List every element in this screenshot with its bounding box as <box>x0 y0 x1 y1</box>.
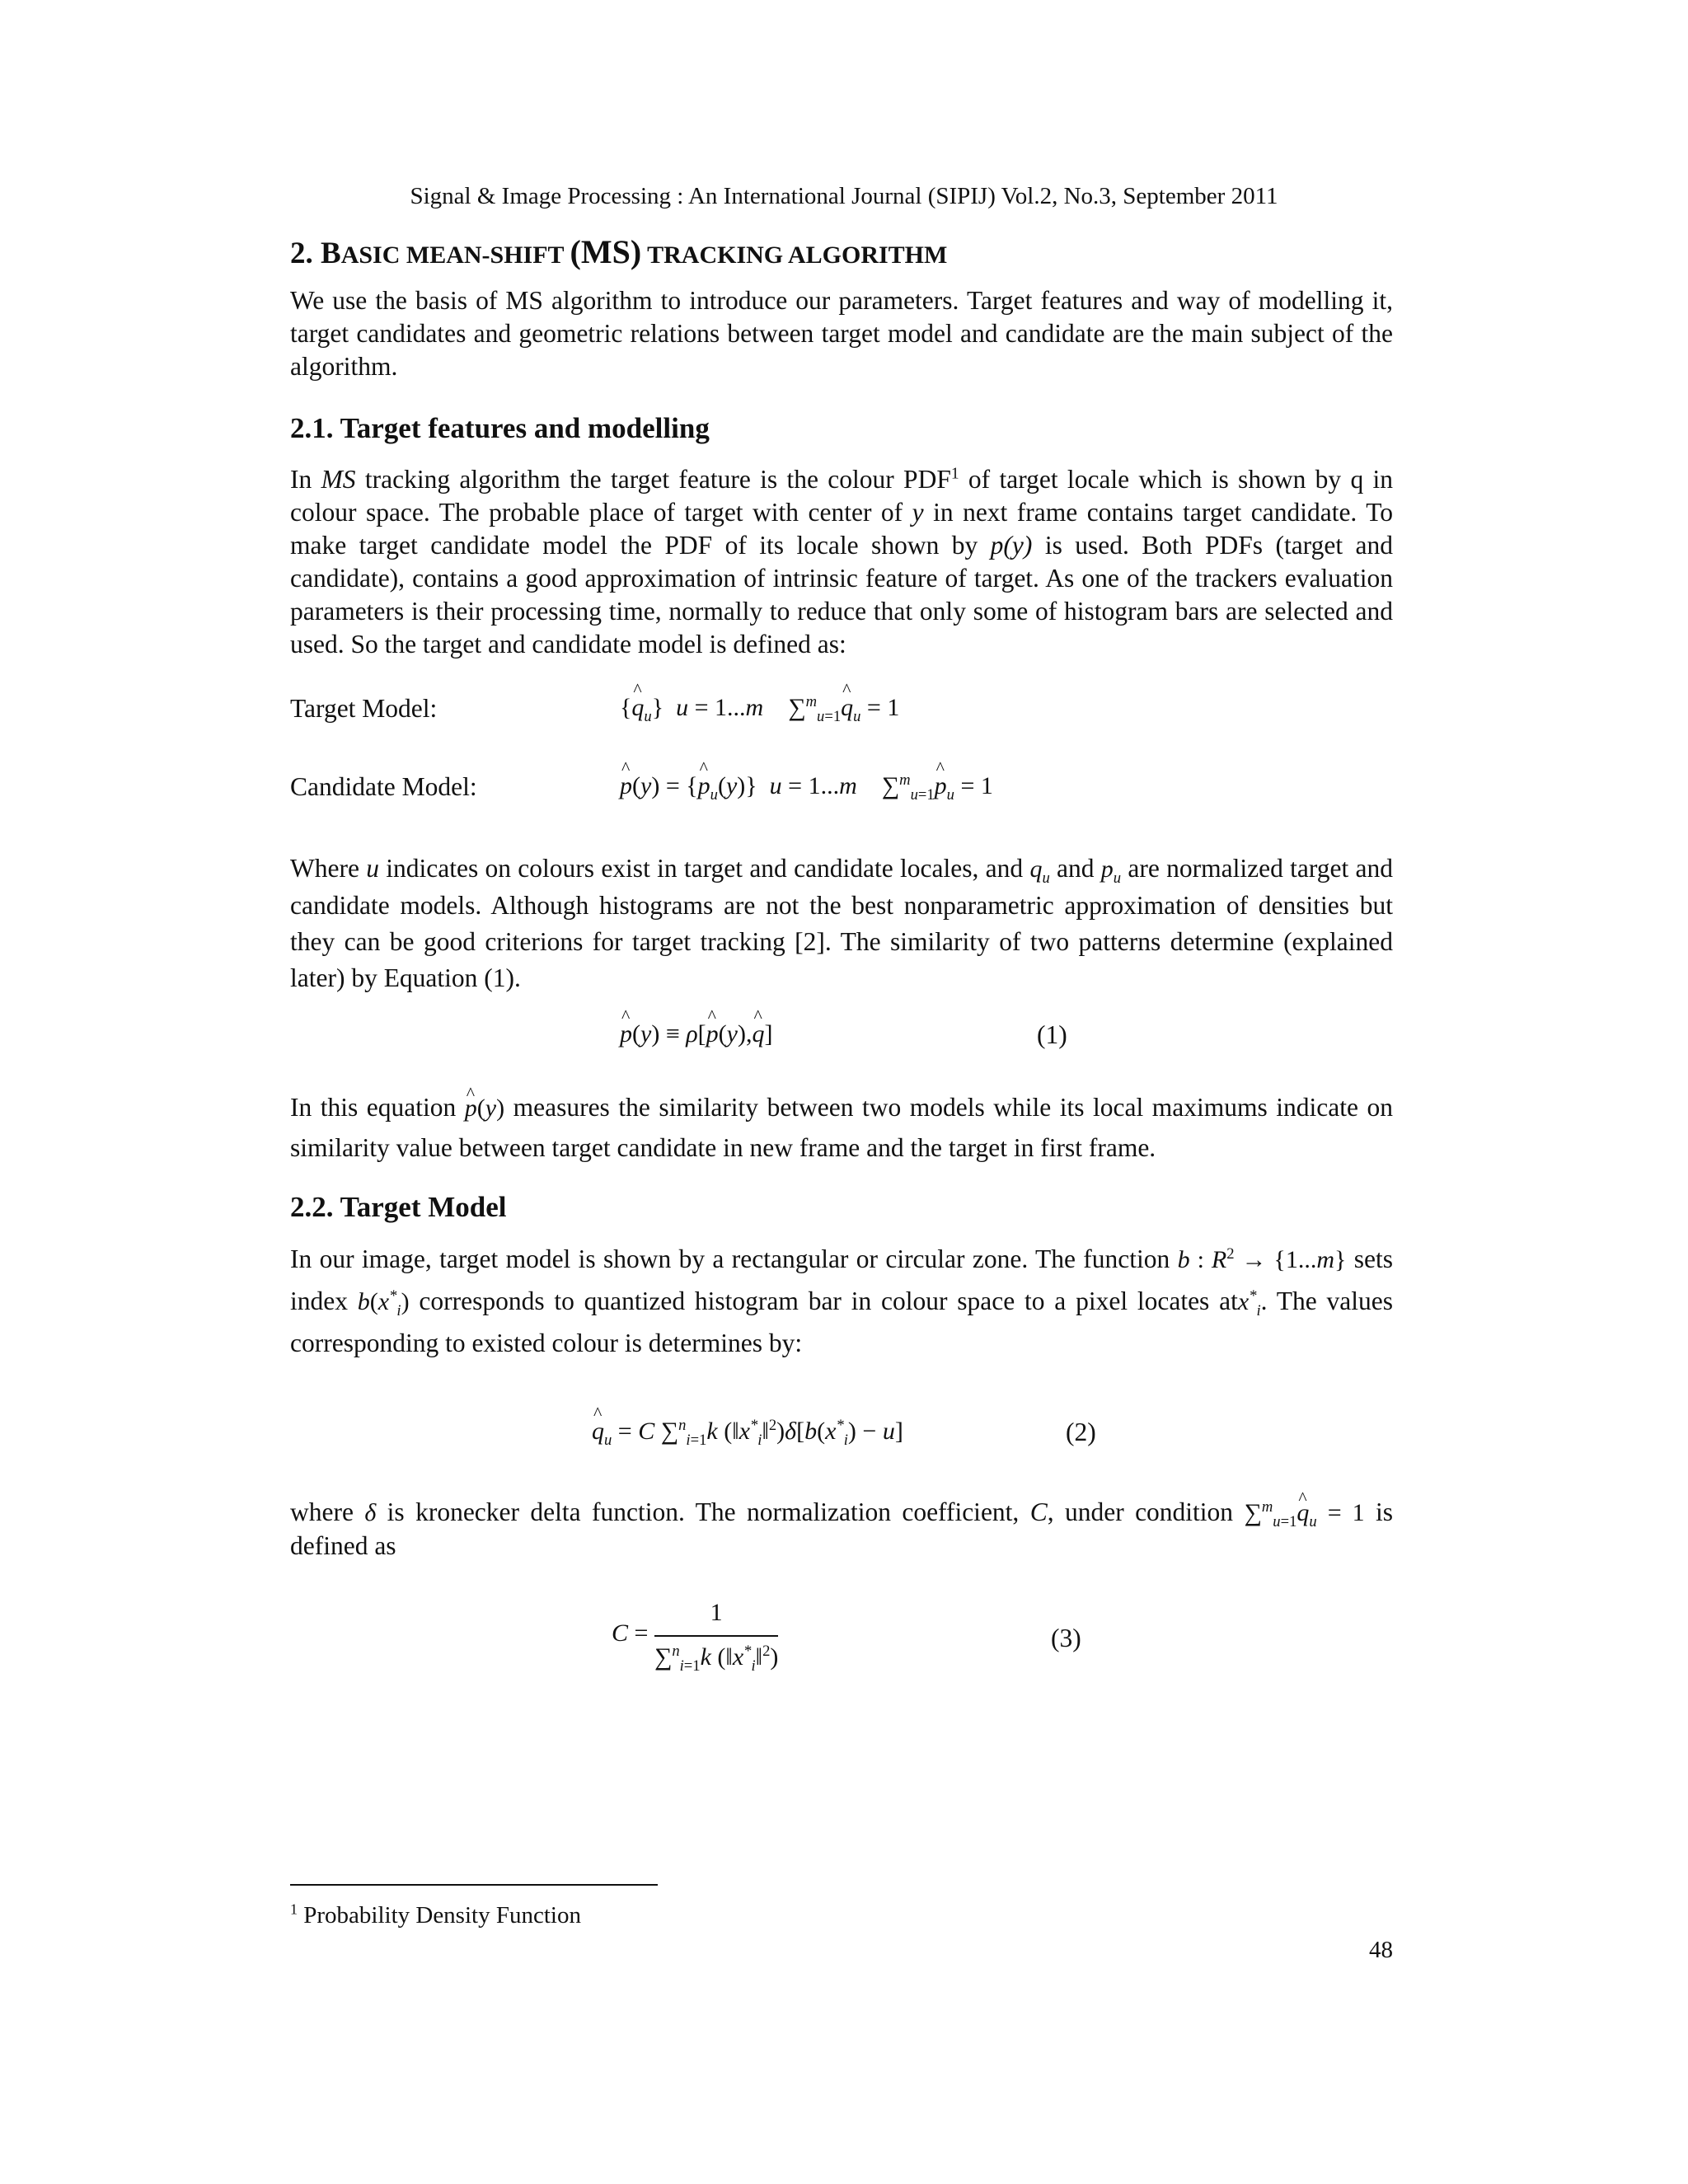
sum-condition-inline: ∑$^m_{u=1}$^ $q_u = 1$ <box>1244 1499 1364 1526</box>
equation-3-number: (3) <box>1051 1624 1081 1652</box>
footnote-text: Probability Density Function <box>297 1902 581 1929</box>
equation-3-denominator: ∑$^n_{i=1}$k $(‖x^*_i‖^2)$ <box>654 1635 778 1671</box>
footnote-marker: 1 <box>290 1900 298 1918</box>
section-2-title-ms: (MS) <box>570 233 642 270</box>
q-u-inline: $q_u$ <box>1029 855 1050 887</box>
equation-3-fraction <box>654 1599 779 1675</box>
running-head: Signal & Image Processing : An International Journal (SIPIJ) Vol.2, No.3, September 2011 <box>410 183 1278 209</box>
section-2-number: 2. <box>290 237 313 270</box>
section-2-2-paragraph: In our image, target model is shown by a rectangular or circular zone. The function b : $R^2 \to \{1...m\}$ sets index $b(x^*_i)$ corresponds to quantized histogram bar in colour space to a pixel locates atx*$_i$. The values corresponding to existed colour is determines by: <box>290 1244 1394 1357</box>
footnote <box>290 1902 581 1929</box>
p-u-inline: $p_u$ <box>1100 855 1122 887</box>
section-2-title-initial: B <box>321 237 341 270</box>
equation-2: ^ $q_u = C$ ∑$^n_{i=1}$k $(‖x^*_i‖^2)\delta[b(x^*_i) - u]$ <box>592 1418 903 1446</box>
footnote-reference: 1 <box>950 465 959 483</box>
normalization-paragraph: where δ is kronecker delta function. The normalization coefficient, C, under condition ∑$^m_{u=1}$^ $q_u = 1$ is defined as <box>290 1496 1393 1563</box>
p-hat-y-inline: ^ p(y) <box>465 1094 504 1122</box>
section-2-2-heading: 2.2. Target Model <box>290 1191 507 1223</box>
section-2-title-part1: ASIC MEAN-SHIFT <box>340 241 570 269</box>
bin-function-inline: b : $R^2 \to \{1...m\}$ <box>1177 1245 1347 1273</box>
where-models-paragraph: Where u indicates on colours exist in target and candidate locales, and $q_u$ and $p_u$ are normalized target and candidate models. Although histograms are not the best nonparametric approximation of densities but they can be good criterions for target tracking [2]. The similarity of two patterns determine (explained later) by Equation (1). <box>290 854 1394 992</box>
bin-index-inline: $b(x^*_i)$ <box>357 1287 410 1319</box>
section-2-paragraph: We use the basis of MS algorithm to introduce our parameters. Target features and way of modelling it, target candidates and geometric relations between target model and candidate are the main subject of the algorithm. <box>290 286 1393 381</box>
section-2-1-heading: 2.1. Target features and modelling <box>290 412 710 444</box>
delta-symbol: δ <box>364 1499 377 1526</box>
equation-3-numerator: 1 <box>710 1599 723 1626</box>
section-2-1-paragraph: In MS tracking algorithm the target feature is the colour PDF$^1$ of target locale which is shown by q in colour space. The probable place of target with center of y in next frame contains target candidate. To make target candidate model the PDF of its locale shown by p(y) is used. Both PDFs (target and candidate), contains a good approximation of intrinsic feature of target. As one of the trackers evaluation parameters is their processing time, normally to reduce that only some of histogram bars are selected and used. So the target and candidate model is defined as: <box>290 465 1394 658</box>
similarity-paragraph: In this equation ^ p(y) measures the similarity between two models while its local maximums indicate on similarity value between target candidate in new frame and the target in first frame. <box>290 1088 1393 1168</box>
section-2-heading <box>290 232 1393 271</box>
equation-1: ^ p(y) ≡ ρ[^ p(y),^ q] <box>620 1020 772 1048</box>
pixel-location-inline: $x^*_i$ <box>1237 1287 1261 1319</box>
equation-1-number: (1) <box>1037 1020 1067 1049</box>
footnote-rule <box>290 1884 658 1886</box>
target-model-formula: {^ $q_u$} u = 1...m ∑$^m_{u=1}$^ $q_u = 1$ <box>620 694 899 722</box>
equation-3: C = $\frac{1}{\sum^n_{i=1}k (‖x^*_i‖^2)}$ <box>612 1599 779 1675</box>
target-model-label: Target Model: <box>290 694 438 723</box>
page-number: 48 <box>1369 1937 1393 1963</box>
equation-2-number: (2) <box>1066 1418 1096 1446</box>
candidate-model-label: Candidate Model: <box>290 772 477 801</box>
section-2-title-part2: TRACKING ALGORITHM <box>641 241 948 269</box>
candidate-model-formula: ^ p(y) = {^ $p_u(y)$} u = 1...m ∑$^m_{u=1}$^ $p_u = 1$ <box>620 772 993 800</box>
